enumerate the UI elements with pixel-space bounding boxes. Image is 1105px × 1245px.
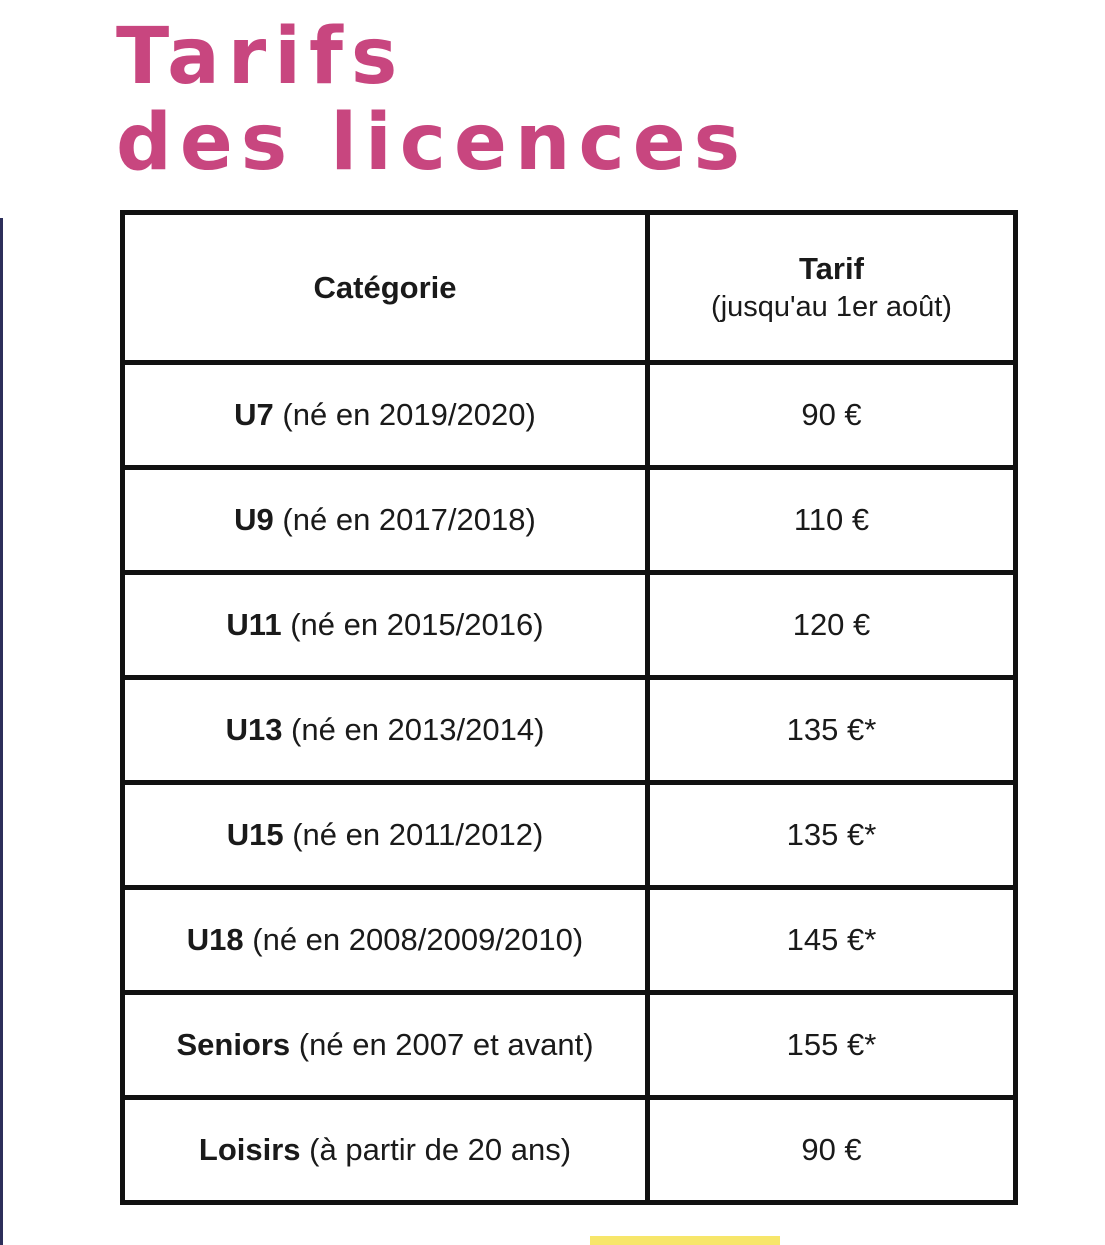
category-detail: (à partir de 20 ans) (300, 1132, 572, 1167)
header-price-label: Tarif (799, 251, 864, 286)
category-cell (123, 573, 648, 678)
table-row (123, 993, 1016, 1098)
header-price-note: (jusqu'au 1er août) (711, 291, 952, 323)
header-price (648, 213, 1016, 363)
table-row (123, 468, 1016, 573)
category-cell (123, 1098, 648, 1203)
category-code: U18 (186, 922, 244, 957)
price-cell: 110 € (648, 468, 1016, 573)
category-detail: (né en 2011/2012) (283, 817, 544, 852)
category-detail: (né en 2015/2016) (281, 607, 544, 642)
price-cell: 135 €* (648, 783, 1016, 888)
table-row (123, 888, 1016, 993)
price-cell: 90 € (648, 363, 1016, 468)
title-line-1: Tarifs (116, 12, 406, 102)
title-line-2: des licences (116, 98, 749, 188)
price-cell: 90 € (648, 1098, 1016, 1203)
table-row (123, 1098, 1016, 1203)
yellow-accent-bar (590, 1236, 780, 1245)
table-row (123, 363, 1016, 468)
category-cell (123, 678, 648, 783)
category-code: U9 (234, 502, 274, 537)
price-cell: 120 € (648, 573, 1016, 678)
header-category: Catégorie (123, 213, 648, 363)
price-cell: 155 €* (648, 993, 1016, 1098)
category-code: Seniors (176, 1027, 291, 1062)
price-cell: 145 €* (648, 888, 1016, 993)
category-cell (123, 888, 648, 993)
category-cell (123, 993, 648, 1098)
left-divider (0, 218, 3, 1245)
page-title (116, 14, 748, 186)
category-detail: (né en 2007 et avant) (290, 1027, 594, 1062)
pricing-table (120, 210, 1018, 1205)
table-row (123, 573, 1016, 678)
category-cell (123, 783, 648, 888)
table-row (123, 678, 1016, 783)
category-code: U11 (226, 607, 282, 642)
category-cell (123, 363, 648, 468)
category-code: U13 (225, 712, 283, 747)
category-detail: (né en 2013/2014) (282, 712, 545, 747)
category-detail: (né en 2008/2009/2010) (243, 922, 584, 957)
table-header-row (123, 213, 1016, 363)
table-row (123, 783, 1016, 888)
category-code: U15 (226, 817, 284, 852)
category-detail: (né en 2017/2018) (273, 502, 536, 537)
price-cell: 135 €* (648, 678, 1016, 783)
category-cell (123, 468, 648, 573)
category-code: Loisirs (198, 1132, 301, 1167)
category-detail: (né en 2019/2020) (273, 397, 536, 432)
category-code: U7 (234, 397, 274, 432)
